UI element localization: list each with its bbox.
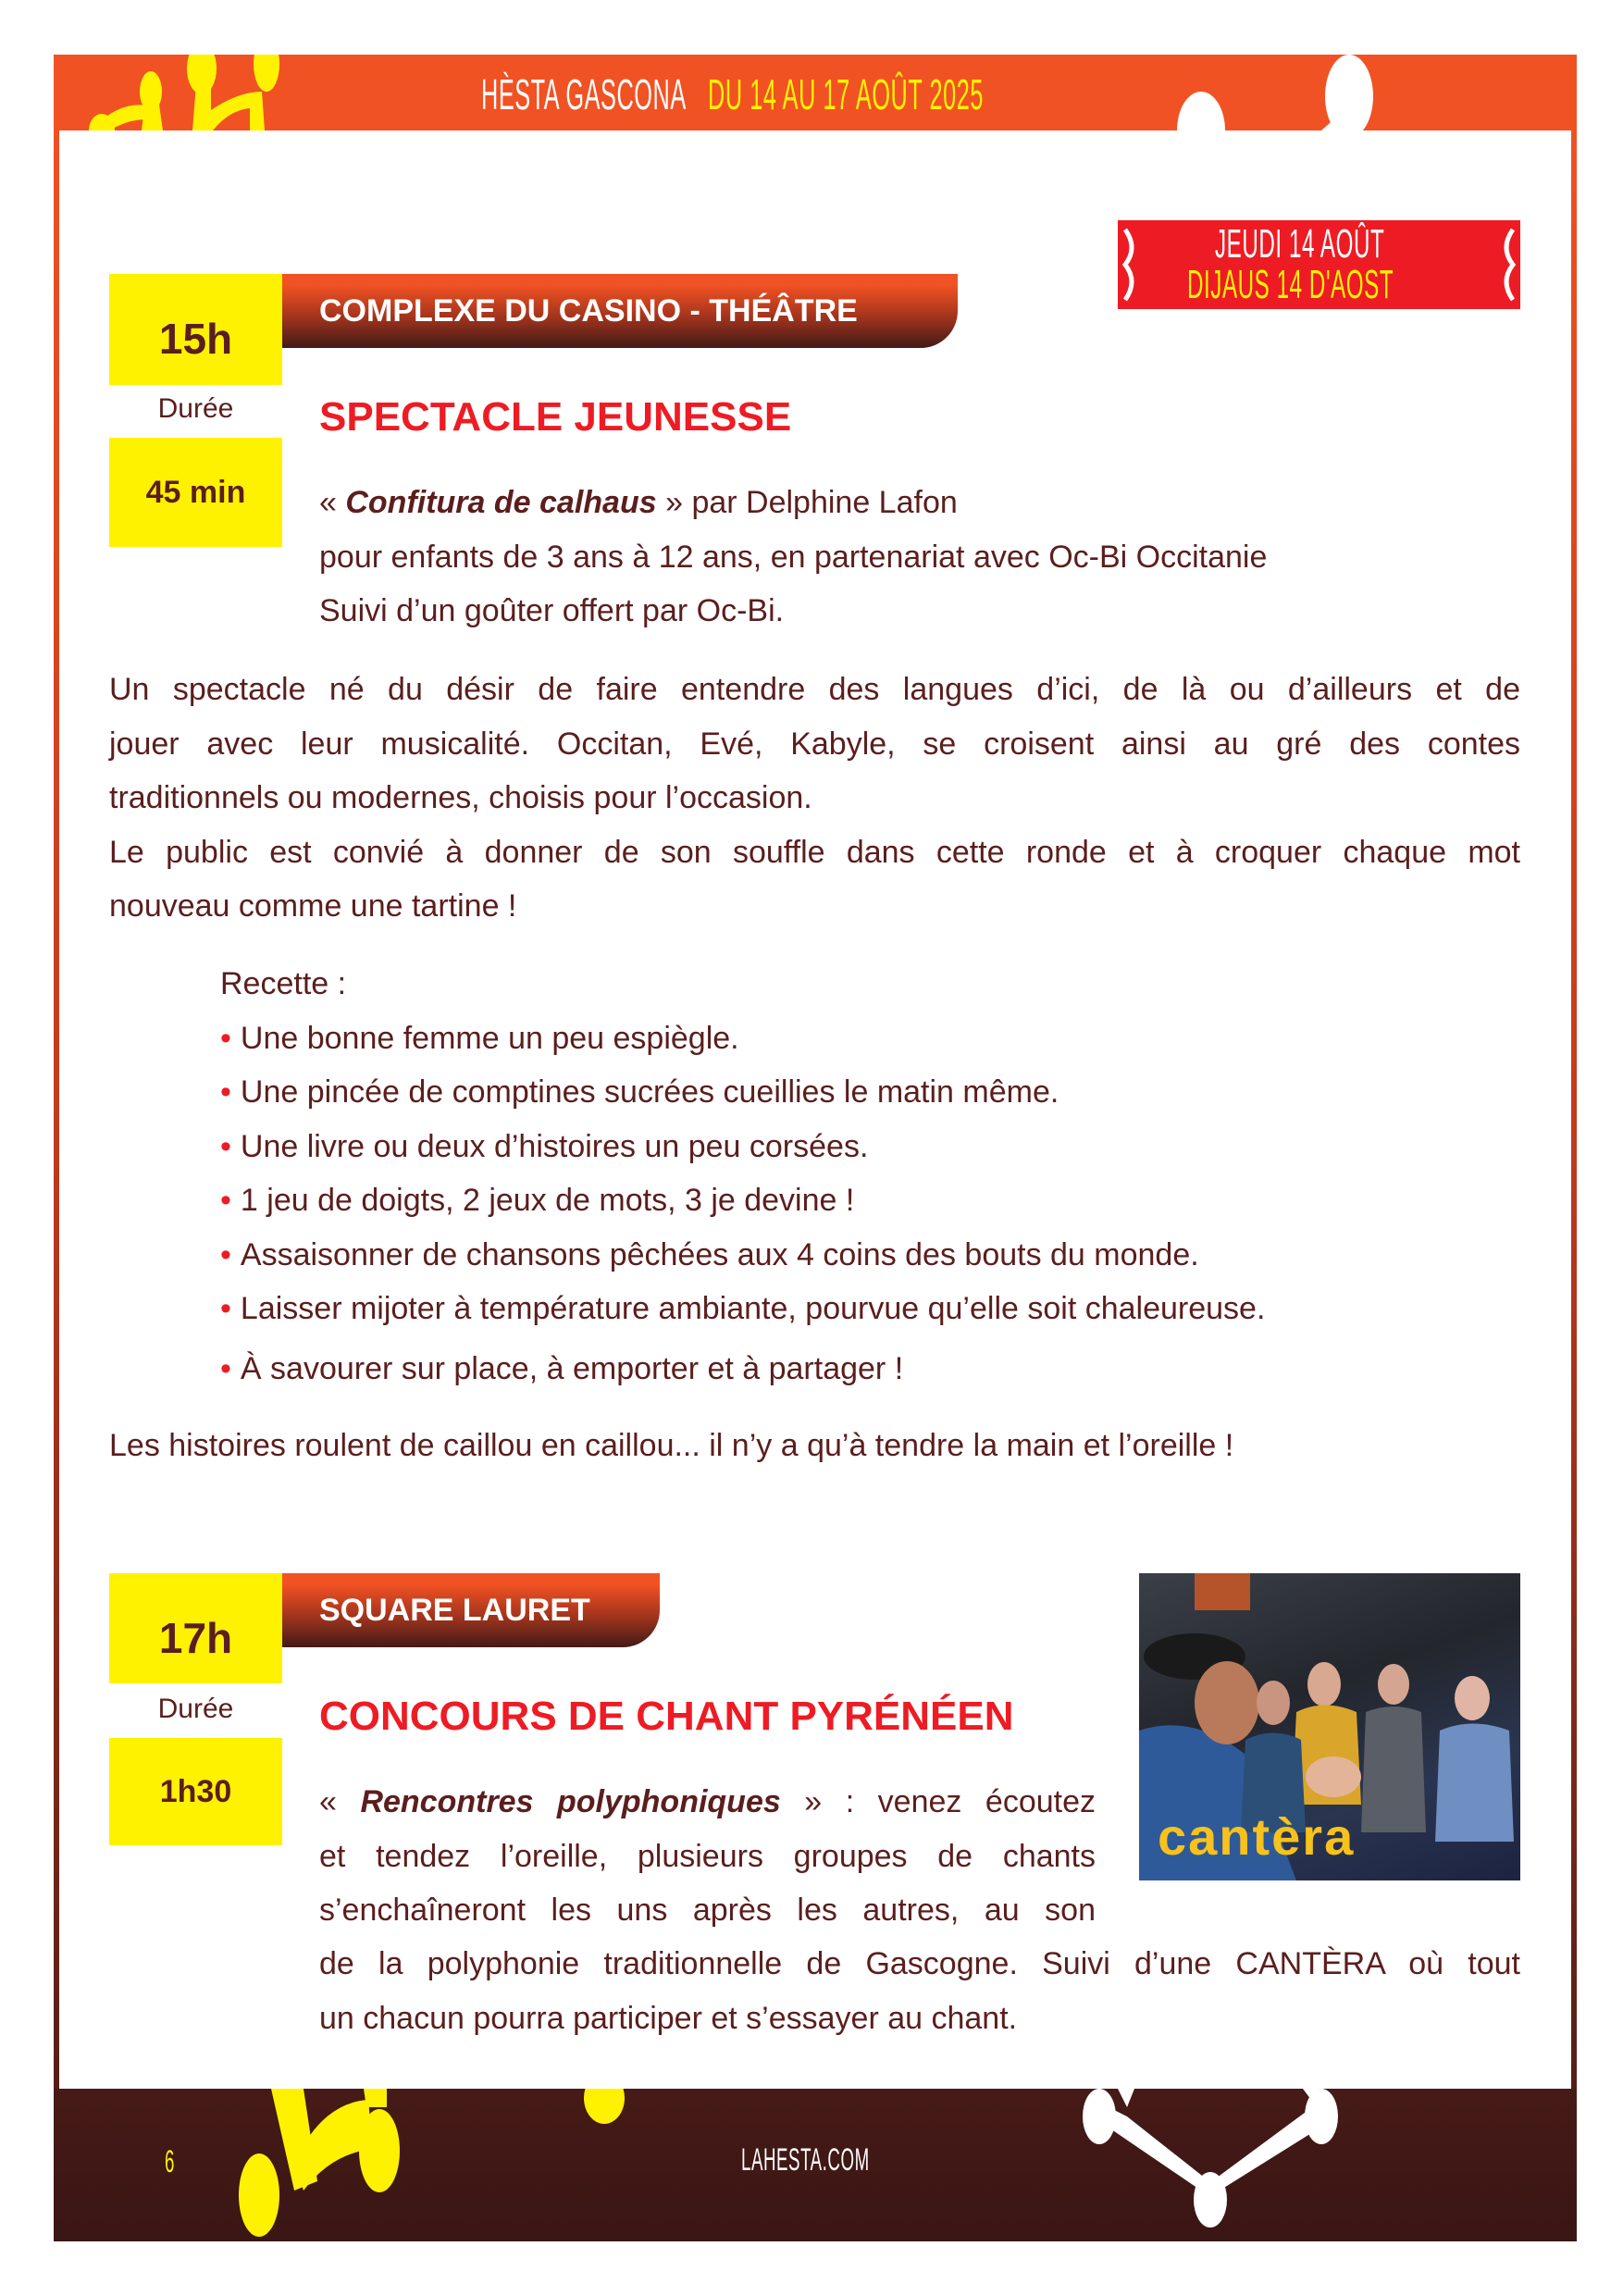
recipe-item: • Une bonne femme un peu espiègle. bbox=[220, 1020, 739, 1056]
day-oc: DIJAUS 14 D'AOST bbox=[1187, 262, 1394, 307]
duration-label: Durée bbox=[157, 1694, 234, 1724]
event-duration: 45 min bbox=[109, 438, 282, 547]
recipe bbox=[220, 957, 1265, 1396]
event-description bbox=[319, 1937, 1520, 2045]
description-line: un chacun pourra participer et s’essayer au chant. bbox=[319, 2000, 1018, 2036]
closing-line: Les histoires roulent de caillou en caillou... il n’y a qu’à tendre la main et l’oreille ! bbox=[109, 1428, 1234, 1463]
event-intro bbox=[319, 476, 1522, 639]
description-line: nouveau comme une tartine ! bbox=[109, 888, 517, 924]
description-line: s’enchaîneront les uns après les autres, au son bbox=[319, 1893, 1096, 1928]
recipe-item: • Une livre ou deux d’histoires un peu corsées. bbox=[220, 1128, 869, 1164]
event-duration: 1h30 bbox=[109, 1738, 282, 1845]
cantera-logo: cantèra bbox=[1158, 1807, 1356, 1866]
page-header bbox=[54, 55, 1577, 130]
intro-line: « Rencontres polyphoniques » : venez écoutez bbox=[319, 1784, 1096, 1819]
intro-line: Suivi d’un goûter offert par Oc-Bi. bbox=[319, 593, 785, 628]
page-number: 6 bbox=[165, 2144, 175, 2179]
description-line: Le public est convié à donner de son souffle dans cette ronde et à croquer chaque mot bbox=[109, 834, 1520, 870]
work-title: Confitura de calhaus bbox=[345, 485, 657, 520]
day-badge bbox=[1118, 220, 1520, 309]
event-location: SQUARE LAURET bbox=[282, 1573, 660, 1647]
description-line: Un spectacle né du désir de faire entendre des langues d’ici, de là ou d’ailleurs et de bbox=[109, 672, 1520, 707]
website-link[interactable]: LAHESTA.COM bbox=[741, 2142, 870, 2178]
cantera-photo bbox=[1139, 1573, 1520, 1880]
recipe-item: • Une pincée de comptines sucrées cueillies le matin même. bbox=[220, 1074, 1059, 1110]
event-time: 17h bbox=[109, 1573, 282, 1683]
description-line: et tendez l’oreille, plusieurs groupes de chants bbox=[319, 1838, 1096, 1874]
event-location: COMPLEXE DU CASINO - THÉÂTRE bbox=[282, 274, 958, 348]
recipe-item: • 1 jeu de doigts, 2 jeux de mots, 3 je devine ! bbox=[220, 1183, 855, 1218]
work-title: Rencontres polyphoniques bbox=[360, 1784, 781, 1819]
page-footer bbox=[54, 2089, 1577, 2241]
festival-name: HÈSTA GASCONA bbox=[481, 70, 687, 118]
duration-label: Durée bbox=[157, 393, 234, 424]
quote-open: « bbox=[319, 485, 346, 520]
description-line: de la polyphonie traditionnelle de Gascogne. Suivi d’une CANTÈRA où tout bbox=[319, 1946, 1520, 1981]
recipe-item: • Assaisonner de chansons pêchées aux 4 coins des bouts du monde. bbox=[220, 1236, 1199, 1272]
recipe-item: • À savourer sur place, à emporter et à partager ! bbox=[220, 1350, 904, 1386]
description-line: jouer avec leur musicalité. Occitan, Evé, Kabyle, se croisent ainsi au gré des contes bbox=[109, 726, 1520, 762]
event-title: CONCOURS DE CHANT PYRÉNÉEN bbox=[319, 1694, 1014, 1739]
intro-line: pour enfants de 3 ans à 12 ans, en partenariat avec Oc-Bi Occitanie bbox=[319, 539, 1268, 575]
intro-author: » par Delphine Lafon bbox=[656, 485, 958, 520]
recipe-title: Recette : bbox=[220, 966, 347, 1001]
event-time: 15h bbox=[109, 274, 282, 385]
recipe-item: • Laisser mijoter à température ambiante, pourvue qu’elle soit chaleureuse. bbox=[220, 1291, 1266, 1326]
event-intro bbox=[319, 1775, 1096, 1938]
festival-dates: DU 14 AU 17 AOÛT 2025 bbox=[708, 70, 984, 118]
event-description bbox=[109, 663, 1520, 934]
event-title: SPECTACLE JEUNESSE bbox=[319, 394, 792, 440]
description-line: traditionnels ou modernes, choisis pour l’occasion. bbox=[109, 780, 812, 815]
day-fr: JEUDI 14 AOÛT bbox=[1215, 221, 1385, 267]
